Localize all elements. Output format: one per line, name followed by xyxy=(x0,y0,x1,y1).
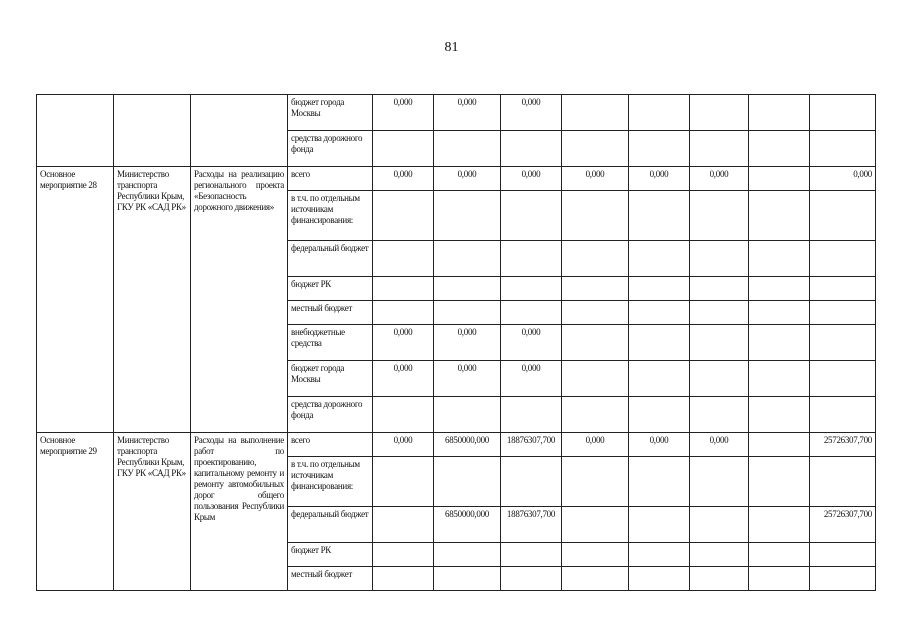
amount-cell xyxy=(373,191,434,241)
amount-cell xyxy=(810,301,876,325)
amount-cell: 0,000 xyxy=(690,433,749,457)
funding-source-cell: средства дорожного фонда xyxy=(288,397,373,433)
empty-executor-cell xyxy=(114,95,191,167)
amount-cell: 0,000 xyxy=(373,433,434,457)
amount-cell xyxy=(749,397,810,433)
amount-cell: 0,000 xyxy=(562,167,629,191)
amount-cell: 0,000 xyxy=(434,167,501,191)
amount-cell xyxy=(629,507,690,543)
empty-expense-cell xyxy=(191,95,288,167)
amount-cell xyxy=(749,361,810,397)
funding-source-cell: бюджет РК xyxy=(288,543,373,567)
amount-cell xyxy=(434,277,501,301)
amount-cell xyxy=(690,361,749,397)
table-row xyxy=(37,433,876,457)
amount-cell xyxy=(501,241,562,277)
executor-cell: Министерство транспорта Республики Крым, ГКУ РК «САД РК» xyxy=(114,167,191,433)
amount-cell: 0,000 xyxy=(373,325,434,361)
funding-source-cell: средства дорожного фонда xyxy=(288,131,373,167)
amount-cell xyxy=(629,397,690,433)
amount-cell xyxy=(562,241,629,277)
amount-cell: 25726307,700 xyxy=(810,433,876,457)
amount-cell xyxy=(749,325,810,361)
amount-cell xyxy=(690,507,749,543)
amount-cell xyxy=(629,131,690,167)
amount-cell xyxy=(810,567,876,591)
amount-cell xyxy=(690,325,749,361)
amount-cell xyxy=(629,241,690,277)
amount-cell xyxy=(749,457,810,507)
amount-cell xyxy=(562,457,629,507)
amount-cell xyxy=(373,567,434,591)
amount-cell xyxy=(501,397,562,433)
amount-cell xyxy=(690,277,749,301)
amount-cell xyxy=(562,95,629,131)
table-row xyxy=(37,95,876,131)
budget-table xyxy=(36,94,876,591)
amount-cell: 0,000 xyxy=(373,361,434,397)
amount-cell: 0,000 xyxy=(373,95,434,131)
amount-cell: 0,000 xyxy=(629,167,690,191)
funding-source-cell: всего xyxy=(288,167,373,191)
amount-cell xyxy=(373,241,434,277)
amount-cell xyxy=(501,191,562,241)
amount-cell xyxy=(690,397,749,433)
amount-cell xyxy=(749,241,810,277)
amount-cell xyxy=(373,543,434,567)
amount-cell xyxy=(434,131,501,167)
amount-cell xyxy=(690,543,749,567)
amount-cell: 0,000 xyxy=(629,433,690,457)
amount-cell xyxy=(629,95,690,131)
amount-cell xyxy=(810,131,876,167)
amount-cell xyxy=(810,457,876,507)
amount-cell: 0,000 xyxy=(562,433,629,457)
funding-source-cell: всего xyxy=(288,433,373,457)
table-body xyxy=(37,95,876,591)
amount-cell xyxy=(810,277,876,301)
amount-cell xyxy=(749,277,810,301)
amount-cell: 25726307,700 xyxy=(810,507,876,543)
amount-cell xyxy=(562,325,629,361)
amount-cell xyxy=(749,567,810,591)
amount-cell xyxy=(629,543,690,567)
amount-cell xyxy=(690,241,749,277)
amount-cell xyxy=(562,277,629,301)
amount-cell xyxy=(629,567,690,591)
funding-source-cell: в т.ч. по отдельным источникам финансирования: xyxy=(288,457,373,507)
table-row xyxy=(37,167,876,191)
funding-source-cell: федеральный бюджет xyxy=(288,241,373,277)
funding-source-cell: федеральный бюджет xyxy=(288,507,373,543)
amount-cell: 6850000,000 xyxy=(434,433,501,457)
amount-cell xyxy=(690,457,749,507)
amount-cell xyxy=(629,301,690,325)
amount-cell xyxy=(749,167,810,191)
amount-cell: 0,000 xyxy=(501,167,562,191)
funding-source-cell: в т.ч. по отдельным источникам финансирования: xyxy=(288,191,373,241)
amount-cell xyxy=(690,567,749,591)
expense-cell: Расходы на выполнение работ по проектированию, капитальному ремонту и ремонту автомобильных дорог общего пользования Республики Крым xyxy=(191,433,288,591)
amount-cell xyxy=(690,95,749,131)
amount-cell: 0,000 xyxy=(501,361,562,397)
amount-cell xyxy=(810,241,876,277)
amount-cell xyxy=(810,543,876,567)
amount-cell xyxy=(501,301,562,325)
amount-cell xyxy=(562,131,629,167)
amount-cell xyxy=(562,543,629,567)
amount-cell xyxy=(434,567,501,591)
amount-cell xyxy=(690,301,749,325)
expense-cell: Расходы на реализацию регионального проекта «Безопасность дорожного движения» xyxy=(191,167,288,433)
funding-source-cell: местный бюджет xyxy=(288,301,373,325)
amount-cell: 0,000 xyxy=(501,325,562,361)
amount-cell xyxy=(373,131,434,167)
amount-cell xyxy=(562,191,629,241)
amount-cell xyxy=(501,543,562,567)
amount-cell: 0,000 xyxy=(434,325,501,361)
amount-cell xyxy=(629,361,690,397)
amount-cell xyxy=(501,457,562,507)
amount-cell xyxy=(749,191,810,241)
amount-cell xyxy=(373,507,434,543)
amount-cell xyxy=(749,543,810,567)
amount-cell: 0,000 xyxy=(501,95,562,131)
amount-cell xyxy=(810,397,876,433)
amount-cell xyxy=(749,433,810,457)
amount-cell xyxy=(562,507,629,543)
amount-cell xyxy=(810,325,876,361)
measure-name-cell: Основное мероприятие 29 xyxy=(37,433,114,591)
amount-cell xyxy=(501,567,562,591)
amount-cell xyxy=(501,277,562,301)
amount-cell xyxy=(562,567,629,591)
measure-name-cell: Основное мероприятие 28 xyxy=(37,167,114,433)
amount-cell xyxy=(434,301,501,325)
funding-source-cell: бюджет города Москвы xyxy=(288,361,373,397)
amount-cell xyxy=(810,95,876,131)
page-number: 81 xyxy=(444,40,459,55)
executor-cell: Министерство транспорта Республики Крым, ГКУ РК «САД РК» xyxy=(114,433,191,591)
funding-source-cell: бюджет РК xyxy=(288,277,373,301)
amount-cell: 18876307,700 xyxy=(501,433,562,457)
amount-cell xyxy=(810,361,876,397)
amount-cell: 0,000 xyxy=(690,167,749,191)
amount-cell xyxy=(434,241,501,277)
amount-cell xyxy=(434,397,501,433)
amount-cell xyxy=(690,131,749,167)
funding-source-cell: бюджет города Москвы xyxy=(288,95,373,131)
amount-cell xyxy=(629,191,690,241)
amount-cell xyxy=(749,131,810,167)
amount-cell xyxy=(629,457,690,507)
amount-cell xyxy=(373,397,434,433)
funding-source-cell: местный бюджет xyxy=(288,567,373,591)
amount-cell xyxy=(562,301,629,325)
amount-cell xyxy=(562,361,629,397)
amount-cell xyxy=(749,301,810,325)
amount-cell xyxy=(501,131,562,167)
amount-cell: 0,000 xyxy=(810,167,876,191)
amount-cell xyxy=(749,507,810,543)
amount-cell xyxy=(373,301,434,325)
amount-cell xyxy=(434,457,501,507)
amount-cell xyxy=(434,543,501,567)
amount-cell xyxy=(434,191,501,241)
amount-cell xyxy=(562,397,629,433)
amount-cell xyxy=(373,277,434,301)
amount-cell xyxy=(749,95,810,131)
amount-cell xyxy=(690,191,749,241)
amount-cell: 0,000 xyxy=(373,167,434,191)
amount-cell: 0,000 xyxy=(434,95,501,131)
amount-cell xyxy=(629,277,690,301)
funding-source-cell: внебюджетные средства xyxy=(288,325,373,361)
amount-cell: 0,000 xyxy=(434,361,501,397)
empty-measure-cell xyxy=(37,95,114,167)
amount-cell: 6850000,000 xyxy=(434,507,501,543)
amount-cell xyxy=(810,191,876,241)
amount-cell: 18876307,700 xyxy=(501,507,562,543)
amount-cell xyxy=(629,325,690,361)
amount-cell xyxy=(373,457,434,507)
